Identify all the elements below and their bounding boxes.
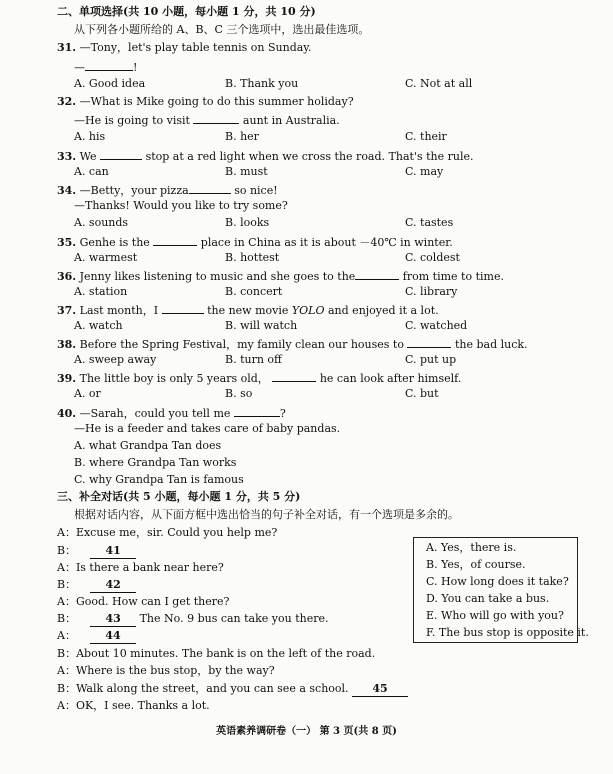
question-32: 32. —What is Mike going to do this summer holiday? — [57, 95, 354, 108]
answer-blank[interactable] — [189, 182, 231, 194]
dialogue-line: A：OK，I see. Thanks a lot. — [57, 699, 210, 712]
option-c: C. why Grandpa Tan is famous — [74, 473, 244, 486]
option-c: C. their — [405, 130, 447, 143]
question-31-response: — ! — [74, 61, 138, 74]
option-b: B. must — [225, 165, 268, 178]
option-b: B. where Grandpa Tan works — [74, 456, 237, 469]
box-option-f: F. The bus stop is opposite it. — [426, 626, 589, 639]
question-38: 38. Before the Spring Festival，my family clean our houses to the bad luck. — [57, 338, 528, 351]
question-39: 39. The little boy is only 5 years old， he can look after himself. — [57, 372, 462, 385]
answer-blank-43[interactable]: 43 — [90, 612, 136, 627]
question-33: 33. We stop at a red light when we cross the road. That's the rule. — [57, 150, 474, 163]
section-instruction: 根据对话内容，从下面方框中选出恰当的句子补全对话，有一个选项是多余的。 — [74, 508, 459, 521]
dialogue-line: B：About 10 minutes. The bank is on the left of the road. — [57, 647, 376, 660]
section-heading: 二、单项选择(共 10 小题，每小题 1 分，共 10 分) — [57, 5, 316, 18]
option-b: B. Thank you — [225, 77, 299, 90]
option-c: C. tastes — [405, 216, 454, 229]
option-c: C. Not at all — [405, 77, 473, 90]
option-a: A. what Grandpa Tan does — [74, 439, 222, 452]
section-instruction: 从下列各小题所给的 A、B、C 三个选项中，选出最佳选项。 — [74, 23, 370, 36]
answer-blank[interactable] — [100, 148, 142, 160]
answer-blank-41[interactable]: 41 — [90, 544, 136, 559]
option-c: C. may — [405, 165, 444, 178]
page-footer: 英语素养调研卷（一） 第 3 页(共 8 页) — [216, 726, 397, 737]
answer-blank[interactable] — [153, 234, 197, 246]
dialogue-line: B：Walk along the street，and you can see a school. 45 — [57, 682, 408, 697]
answer-blank-42[interactable]: 42 — [90, 578, 136, 593]
dialogue-line: B： 41 — [57, 544, 136, 559]
question-40-response: —He is a feeder and takes care of baby pandas. — [74, 422, 341, 435]
answer-blank-44[interactable]: 44 — [90, 629, 136, 644]
option-c: C. library — [405, 285, 458, 298]
option-a: A. sounds — [74, 216, 129, 229]
dialogue-line: A：Excuse me，sir. Could you help me? — [57, 526, 278, 539]
dialogue-line: A： 44 — [57, 629, 136, 644]
option-b: B. so — [225, 387, 253, 400]
option-c: C. coldest — [405, 251, 460, 264]
question-32-response: —He is going to visit aunt in Australia. — [74, 114, 340, 127]
option-b: B. hottest — [225, 251, 280, 264]
answer-blank[interactable] — [162, 302, 204, 314]
option-c: C. watched — [405, 319, 468, 332]
option-a: A. or — [74, 387, 101, 400]
question-34-response: —Thanks! Would you like to try some? — [74, 199, 288, 212]
option-a: A. warmest — [74, 251, 138, 264]
question-36: 36. Jenny likes listening to music and she goes to the from time to time. — [57, 270, 504, 283]
dialogue-line: B： 42 — [57, 578, 136, 593]
option-a: A. Good idea — [74, 77, 146, 90]
answer-blank[interactable] — [407, 336, 451, 348]
option-a: A. station — [74, 285, 128, 298]
option-b: B. will watch — [225, 319, 298, 332]
box-option-a: A. Yes，there is. — [426, 541, 517, 554]
answer-blank[interactable] — [193, 112, 239, 124]
section-heading: 三、补全对话(共 5 小题，每小题 1 分，共 5 分) — [57, 490, 301, 503]
question-35: 35. Genhe is the place in China as it is about －40℃ in winter. — [57, 236, 453, 249]
option-a: A. sweep away — [74, 353, 157, 366]
answer-blank[interactable] — [234, 405, 280, 417]
dialogue-line: A：Good. How can I get there? — [57, 595, 230, 608]
answer-blank-45[interactable]: 45 — [352, 682, 408, 697]
question-37: 37. Last month，I the new movie YOLO and enjoyed it a lot. — [57, 304, 439, 317]
option-a: A. watch — [74, 319, 123, 332]
option-a: A. can — [74, 165, 109, 178]
dialogue-line: A：Where is the bus stop，by the way? — [57, 664, 275, 677]
option-b: B. turn off — [225, 353, 282, 366]
box-option-b: B. Yes，of course. — [426, 558, 526, 571]
answer-blank[interactable] — [272, 370, 316, 382]
question-34: 34. —Betty，your pizza so nice! — [57, 184, 278, 197]
box-option-e: E. Who will go with you? — [426, 609, 564, 622]
option-b: B. looks — [225, 216, 270, 229]
option-c: C. put up — [405, 353, 457, 366]
box-option-d: D. You can take a bus. — [426, 592, 550, 605]
answer-blank[interactable] — [85, 59, 133, 71]
option-a: A. his — [74, 130, 106, 143]
question-31: 31. —Tony，let's play table tennis on Sunday. — [57, 41, 312, 54]
options-box — [413, 537, 589, 643]
option-b: B. concert — [225, 285, 283, 298]
dialogue-line: A：Is there a bank near here? — [57, 561, 224, 574]
answer-blank[interactable] — [355, 268, 399, 280]
box-option-c: C. How long does it take? — [426, 575, 569, 588]
dialogue-line: B： 43 The No. 9 bus can take you there. — [57, 612, 329, 625]
option-c: C. but — [405, 387, 439, 400]
question-40: 40. —Sarah，could you tell me ? — [57, 407, 286, 420]
option-b: B. her — [225, 130, 259, 143]
